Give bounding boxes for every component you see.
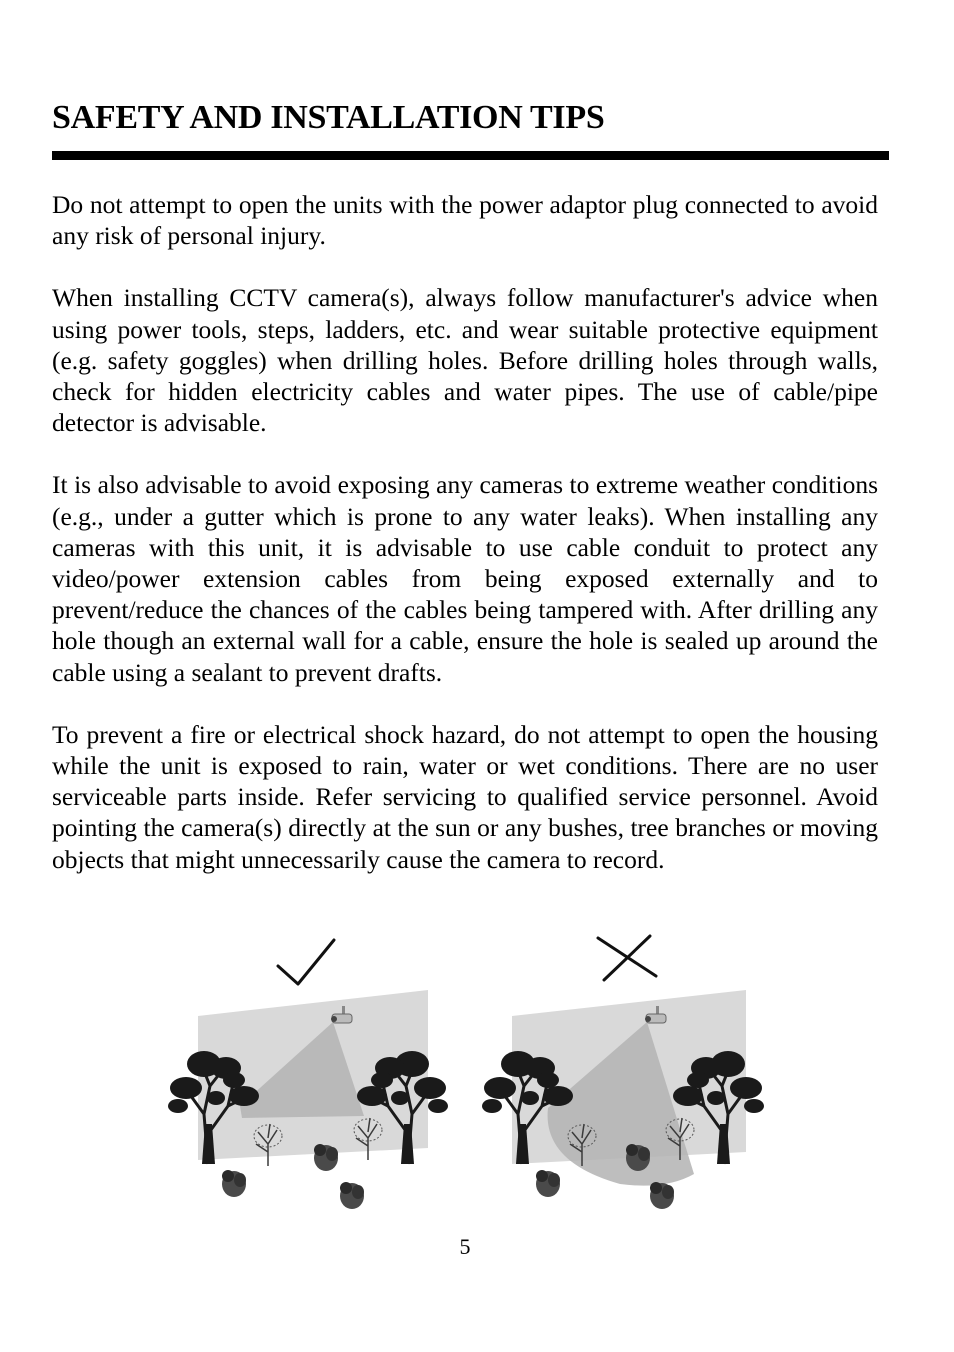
cross-mark-icon [598, 936, 656, 980]
paragraph-fire-shock-hazard: To prevent a fire or electrical shock hazard, do not attempt to open the housing while the unit is exposed to rain, water or wet conditions. There are no user serviceable parts inside. Refer servicing to qualified service personnel. Avoid pointing the camera(s) directly at the sun or any bushes, tree branches or moving objects that might unnecessarily cause the camera to record. [52, 719, 878, 874]
right-panel-incorrect [482, 936, 764, 1209]
page-number: 5 [459, 1234, 471, 1259]
body-text [52, 189, 878, 906]
title-underline [52, 151, 889, 160]
check-mark-icon [278, 940, 334, 984]
left-panel-correct [168, 940, 448, 1209]
page-title: SAFETY AND INSTALLATION TIPS [52, 99, 605, 136]
paragraph-power-adaptor: Do not attempt to open the units with the power adaptor plug connected to avoid any risk of personal injury. [52, 190, 878, 251]
paragraph-installation-safety: When installing CCTV camera(s), always follow manufacturer's advice when using power tools, steps, ladders, etc. and wear suitable protective equipment (e.g. safety goggles) when drilling holes. Before drilling holes through walls, check for hidden electricity cables and water pipes. The use of cable/pipe detector is advisable. [52, 283, 878, 438]
paragraph-weather-cabling: It is also advisable to avoid exposing any cameras to extreme weather conditions (e.g., under a gutter which is prone to any water leaks). When installing any cameras with this unit, it is advisable to use cable conduit to protect any video/power extension cables from being exposed externally and to prevent/reduce the chances of the cables being tampered with. After drilling any hole though an external wall for a cable, ensure the hole is sealed up around the cable using a sealant to prevent drafts. [52, 470, 878, 687]
camera-placement-illustration [150, 928, 790, 1220]
